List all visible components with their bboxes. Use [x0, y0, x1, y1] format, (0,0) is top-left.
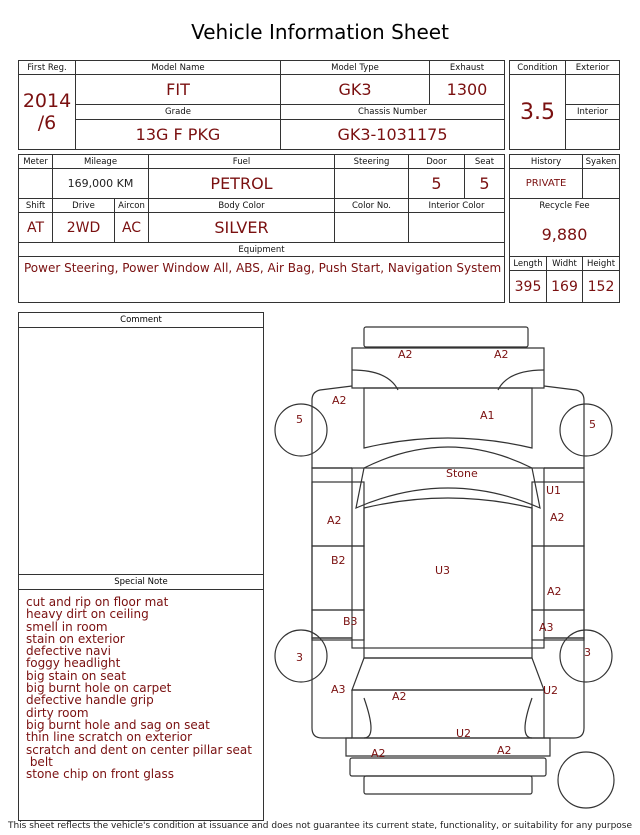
interior-color-label: Interior Color	[409, 199, 505, 213]
steering-label: Steering	[335, 155, 409, 169]
exterior-grade	[566, 75, 620, 105]
mileage: 169,000 KM	[53, 169, 149, 199]
mark-rear-fender-left: A3	[331, 683, 346, 696]
history-label: History	[510, 155, 583, 169]
grade-label: Grade	[76, 105, 281, 119]
mark-front-door-left: A2	[327, 514, 342, 527]
model-name-label: Model Name	[76, 61, 281, 75]
exhaust-label: Exhaust	[430, 61, 505, 75]
mark-roof: U3	[435, 564, 451, 577]
condition-grade: 3.5	[510, 75, 566, 150]
mark-rear-bumper-left: A2	[371, 747, 386, 760]
car-damage-diagram	[268, 318, 628, 818]
spec-table	[18, 154, 505, 303]
mark-rocker-right: A3	[539, 621, 554, 634]
special-note-item: smell in room	[26, 619, 108, 634]
exterior-label: Exterior	[566, 61, 620, 75]
interior-label: Interior	[566, 105, 620, 119]
door-label: Door	[409, 155, 465, 169]
special-note-label: Special Note	[19, 574, 263, 590]
mark-tire-front-left: 5	[296, 413, 303, 426]
height-label: Height	[583, 257, 620, 271]
mark-front-bumper-right: A2	[494, 348, 509, 361]
special-note-item: foggy headlight	[26, 656, 121, 671]
exhaust: 1300	[430, 75, 505, 105]
special-note-item: defective navi	[26, 644, 111, 659]
model-table	[18, 60, 505, 150]
special-note-item: belt	[26, 754, 53, 769]
aircon: AC	[115, 213, 149, 243]
comment-label: Comment	[19, 313, 263, 328]
interior-grade	[566, 119, 620, 149]
model-type: GK3	[281, 75, 430, 105]
special-note-item: stone chip on front glass	[26, 767, 175, 782]
mark-front-door-right: A2	[550, 511, 565, 524]
drive: 2WD	[53, 213, 115, 243]
mark-rear-door-right: A2	[547, 585, 562, 598]
mileage-label: Mileage	[53, 155, 149, 169]
body-color: SILVER	[149, 213, 335, 243]
condition-table	[509, 60, 620, 150]
first-reg-value	[19, 75, 76, 150]
notes-panel	[18, 312, 264, 821]
disclaimer-footer: This sheet reflects the vehicle's condition at issuance and does not guarantee its current state, functionality, or suitability for any purpose	[7, 821, 633, 831]
height: 152	[583, 271, 620, 303]
equipment-label: Equipment	[19, 243, 505, 257]
mark-hood: A1	[480, 409, 495, 422]
chassis-number: GK3-1031175	[281, 119, 505, 149]
model-type-label: Model Type	[281, 61, 430, 75]
special-note-item: dirty room	[26, 705, 89, 720]
steering	[335, 169, 409, 199]
meter	[19, 169, 53, 199]
recycle-fee: 9,880	[510, 213, 620, 257]
mark-windshield: Stone	[446, 467, 478, 480]
seat: 5	[465, 169, 505, 199]
seat-label: Seat	[465, 155, 505, 169]
grade: 13G F PKG	[76, 119, 281, 149]
syaken	[583, 169, 620, 199]
page-title: Vehicle Information Sheet	[191, 20, 449, 44]
history: PRIVATE	[510, 169, 583, 199]
shift: AT	[19, 213, 53, 243]
fuel: PETROL	[149, 169, 335, 199]
special-notes-list	[19, 590, 263, 780]
equipment: Power Steering, Power Window All, ABS, Air Bag, Push Start, Navigation System	[19, 257, 505, 303]
body-color-label: Body Color	[149, 199, 335, 213]
comment	[19, 328, 263, 574]
length-label: Length	[510, 257, 547, 271]
special-note-item: defective handle grip	[26, 693, 154, 708]
width: 169	[547, 271, 583, 303]
aircon-label: Aircon	[115, 199, 149, 213]
special-note-item: cut and rip on floor mat	[26, 595, 169, 609]
meter-label: Meter	[19, 155, 53, 169]
special-note-item: scratch and dent on center pillar seat	[26, 742, 252, 757]
chassis-label: Chassis Number	[281, 105, 505, 119]
length: 395	[510, 271, 547, 303]
special-note-item: big stain on seat	[26, 668, 126, 683]
shift-label: Shift	[19, 199, 53, 213]
syaken-label: Syaken	[583, 155, 620, 169]
mark-tire-rear-right: 3	[584, 646, 591, 659]
fuel-label: Fuel	[149, 155, 335, 169]
special-note-item: big burnt hole and sag on seat	[26, 717, 210, 732]
special-note-item: stain on exterior	[26, 631, 125, 646]
color-no-label: Color No.	[335, 199, 409, 213]
recycle-fee-label: Recycle Fee	[510, 199, 620, 213]
mark-front-door-right-upper: U1	[546, 484, 562, 497]
color-no	[335, 213, 409, 243]
mark-rear-bumper-right: A2	[497, 744, 512, 757]
history-table	[509, 154, 620, 303]
drive-label: Drive	[53, 199, 115, 213]
interior-color	[409, 213, 505, 243]
condition-label: Condition	[510, 61, 566, 75]
mark-rear-pillar: A2	[392, 690, 407, 703]
mark-front-fender-left: A2	[332, 394, 347, 407]
first-reg-label: First Reg.	[19, 61, 76, 75]
door: 5	[409, 169, 465, 199]
mark-tailgate: U2	[456, 727, 472, 740]
mark-rear-fender-right: U2	[543, 684, 559, 697]
first-reg-year: 2014	[22, 90, 72, 113]
mark-rocker-left: B3	[343, 615, 358, 628]
mark-tire-front-right: 5	[589, 418, 596, 431]
first-reg-month: /6	[37, 112, 57, 135]
special-note-item: thin line scratch on exterior	[26, 730, 193, 745]
special-note-item: heavy dirt on ceiling	[26, 607, 149, 622]
model-name: FIT	[76, 75, 281, 105]
width-label: Widht	[547, 257, 583, 271]
mark-front-bumper-left: A2	[398, 348, 413, 361]
special-note-item: big burnt hole on carpet	[26, 681, 172, 696]
mark-rear-door-left: B2	[331, 554, 346, 567]
mark-tire-rear-left: 3	[296, 651, 303, 664]
